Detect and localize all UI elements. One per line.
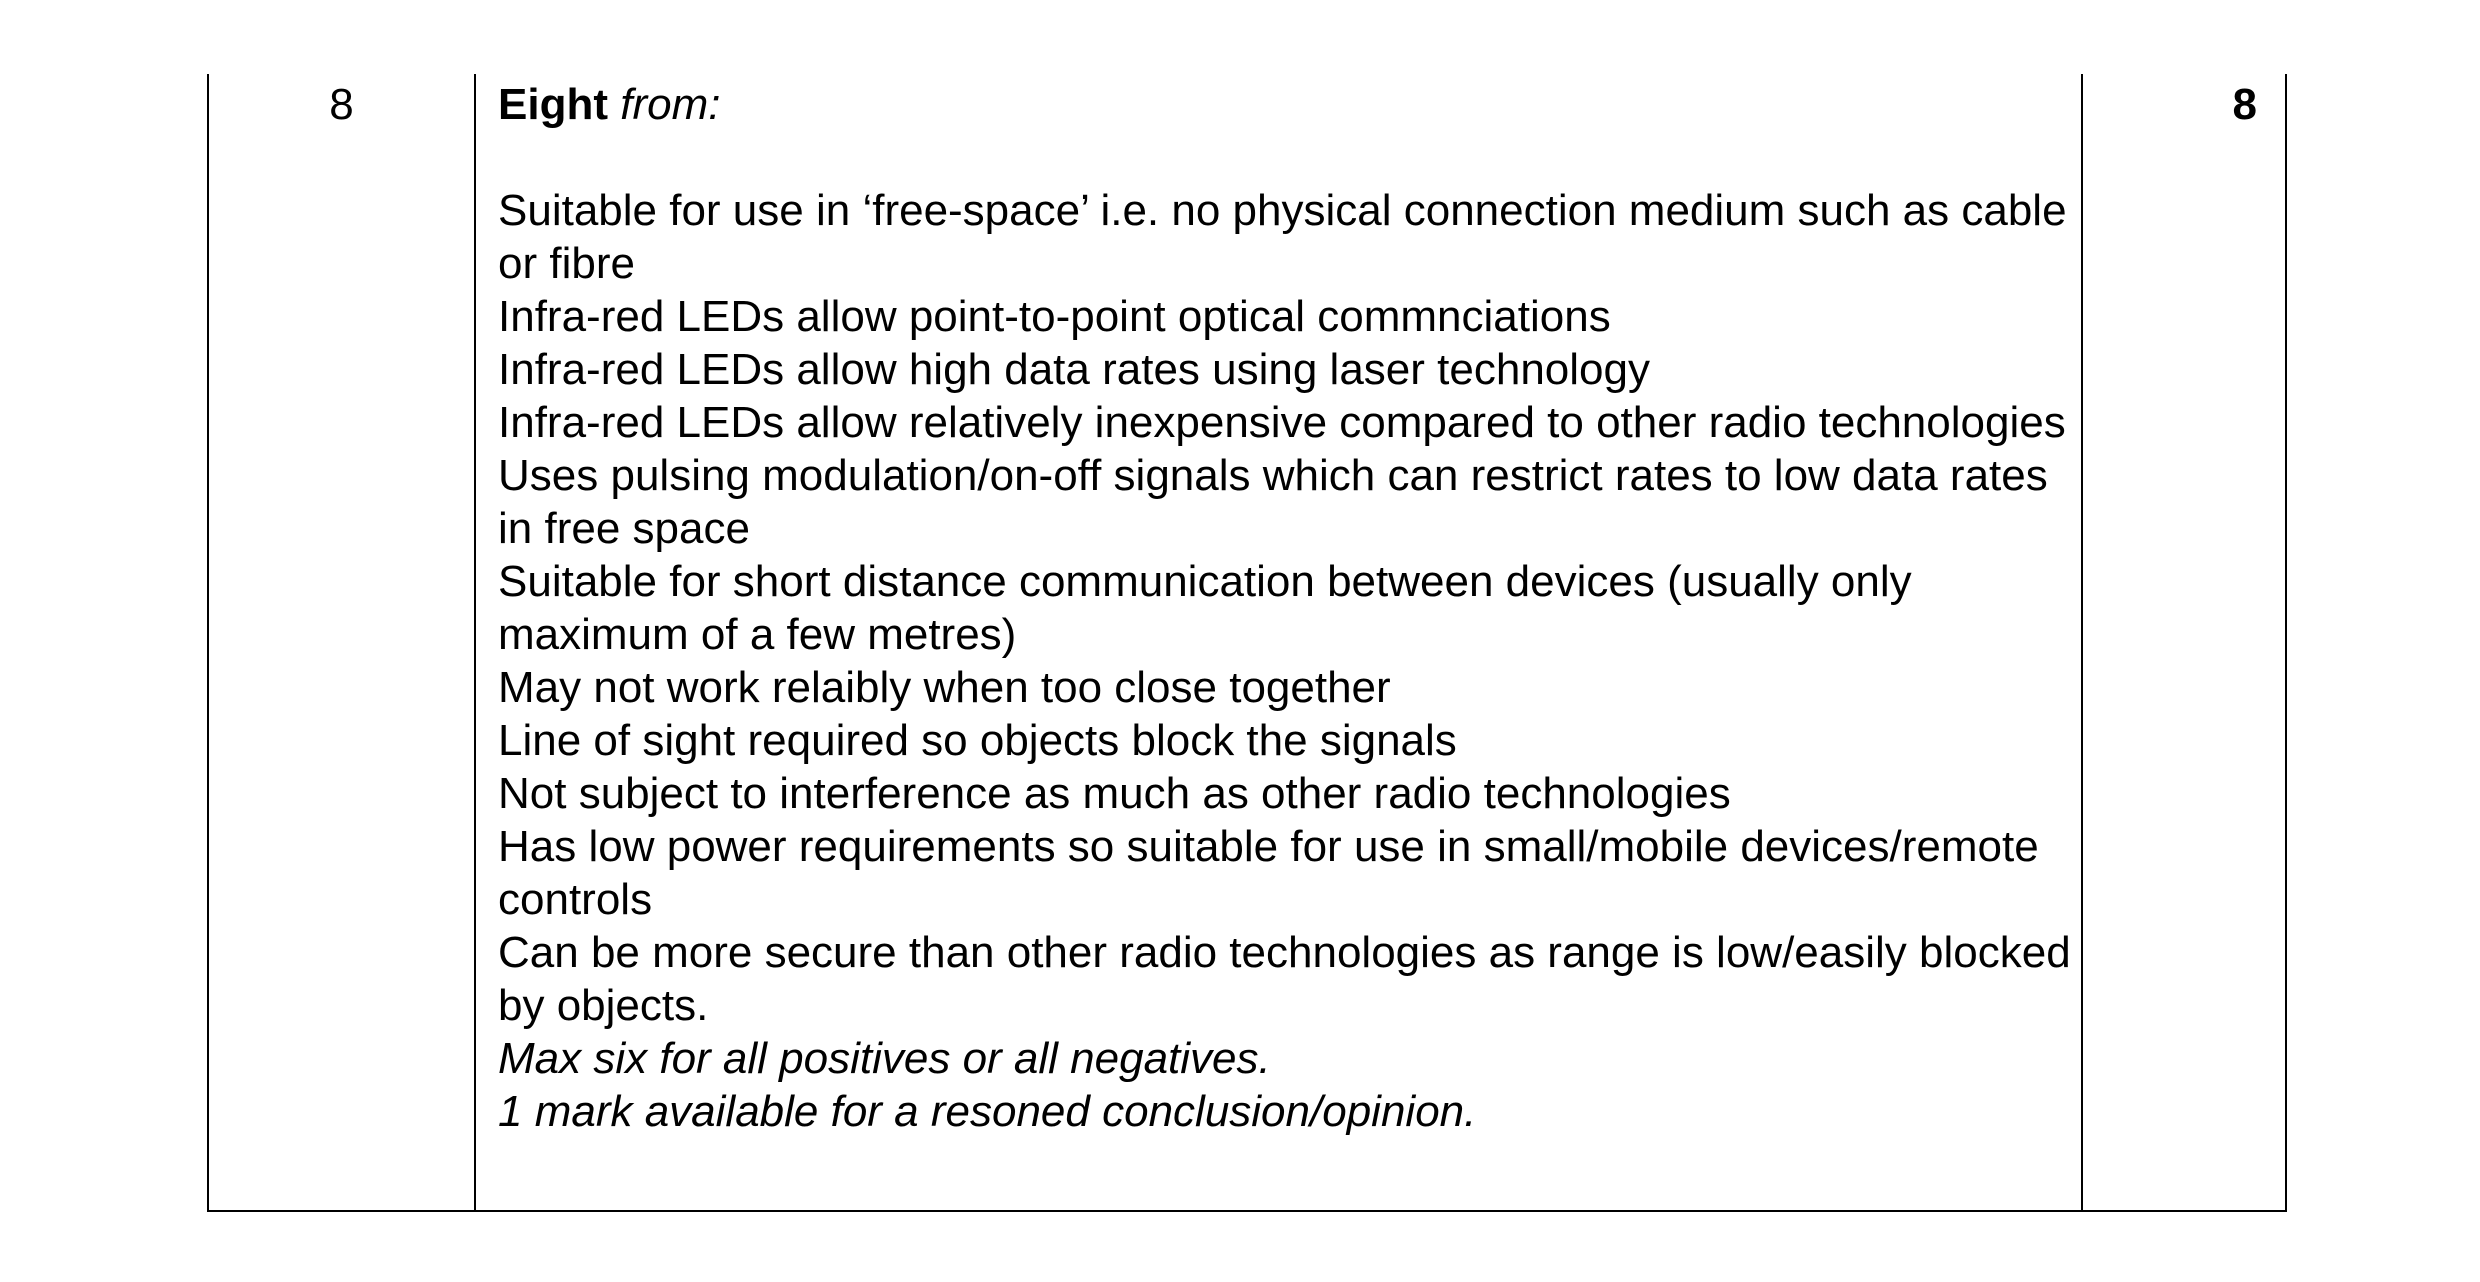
answer-point: Can be more secure than other radio technologies as range is low/easily blocked by objects.: [498, 928, 2071, 1030]
answer-point: Not subject to interference as much as other radio technologies: [498, 769, 1731, 818]
answer-point: Line of sight required so objects block the signals: [498, 716, 1457, 765]
marking-note: 1 mark available for a resoned conclusion/opinion.: [498, 1087, 1477, 1136]
answer-heading-italic: from:: [620, 80, 721, 129]
question-number-cell: [209, 74, 476, 1210]
answer-heading: [498, 78, 2081, 131]
answer-point: Uses pulsing modulation/on-off signals which can restrict rates to low data rates in free space: [498, 451, 2048, 553]
answer-points-list: [498, 184, 2081, 1032]
question-number: 8: [329, 80, 354, 129]
answer-point: Has low power requirements so suitable for use in small/mobile devices/remote controls: [498, 822, 2039, 924]
answer-heading-bold: Eight: [498, 80, 608, 129]
answer-point: Infra-red LEDs allow relatively inexpensive compared to other radio technologies: [498, 398, 2066, 447]
answer-point: Infra-red LEDs allow high data rates using laser technology: [498, 345, 1650, 394]
marking-note: Max six for all positives or all negatives.: [498, 1034, 1271, 1083]
answer-point: Suitable for short distance communication between devices (usually only maximum of a few metres): [498, 557, 1912, 659]
marks-cell: [2083, 74, 2285, 1210]
mark-scheme-table: [207, 74, 2287, 1212]
answer-point: Infra-red LEDs allow point-to-point optical commnciations: [498, 292, 1611, 341]
answer-cell: [476, 74, 2083, 1210]
answer-point: May not work relaibly when too close together: [498, 663, 1391, 712]
marks-value: 8: [2232, 80, 2257, 129]
marking-notes-list: [498, 1032, 2081, 1138]
answer-point: Suitable for use in ‘free-space’ i.e. no physical connection medium such as cable or fibre: [498, 186, 2067, 288]
